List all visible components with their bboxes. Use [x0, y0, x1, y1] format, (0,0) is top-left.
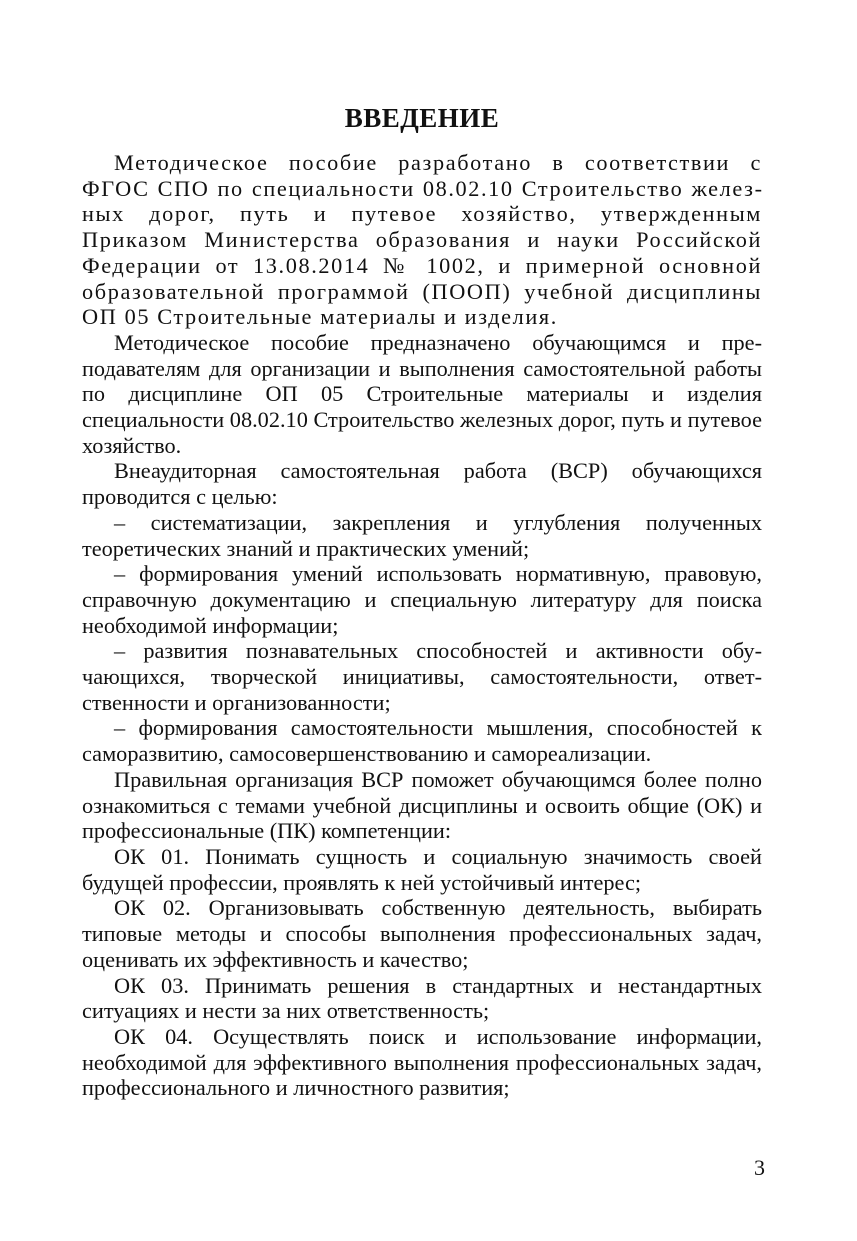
competency-ok03: ОК 03. Принимать решения в стандартных и нестандартных ситуациях и нести за них ответственность;: [82, 972, 762, 1024]
page-title: ВВЕДЕНИЕ: [344, 103, 500, 133]
page-number: 3: [754, 1155, 765, 1180]
list-item-development: – развития познавательных способностей и активности обучающихся, творческой инициативы, самостоятельности, ответственности и организованности;: [82, 638, 762, 715]
document-page: [82, 96, 762, 1101]
paragraph-competencies: Правильная организация ВСР поможет обучающимся более полно ознакомиться с темами учебной дисциплины и освоить общие (ОК) и профессиональные (ПК) компетенции:: [82, 766, 762, 844]
paragraph-intro: Методическое пособие разработано в соответствии с ФГОС СПО по специальности 08.02.10 Строительство железных дорог, путь и путевое хозяйство, утвержденным Приказом Министерства образования и науки Российской Федерации от 13.08.2014 № 1002, и примерной основной образовательной программой (ПООП) учебной дисциплины ОП 05 Строительные материалы и изделия.: [82, 150, 762, 330]
paragraph-purpose: Методическое пособие предназначено обучающимся и преподавателям для организации и выполнения самостоятельной работы по дисциплине ОП 05 Строительные материалы и изделия специальности 08.02.10 Строительство железных дорог, путь и путевое хозяйство.: [82, 329, 762, 458]
list-item-skills: – формирования умений использовать нормативную, правовую, справочную документацию и специальную литературу для поиска необходимой информации;: [82, 561, 762, 638]
competency-ok01: ОК 01. Понимать сущность и социальную значимость своей будущей профессии, проявлять к ней устойчивый интерес;: [82, 843, 762, 895]
list-item-systematization: – систематизации, закрепления и углубления полученных теоретических знаний и практических умений;: [82, 509, 762, 561]
paragraph-vsr-goal: Внеаудиторная самостоятельная работа (ВСР) обучающихся проводится с целью:: [82, 458, 762, 510]
list-item-independence: – формирования самостоятельности мышления, способностей к саморазвитию, самосовершенствованию и самореализации.: [82, 715, 762, 767]
competency-ok02: ОК 02. Организовывать собственную деятельность, выбирать типовые методы и способы выполнения профессиональных задач, оценивать их эффективность и качество;: [82, 895, 762, 972]
competency-ok04: ОК 04. Осуществлять поиск и использование информации, необходимой для эффективного выполнения профессиональных задач, профессионального и личностного развития;: [82, 1023, 762, 1101]
